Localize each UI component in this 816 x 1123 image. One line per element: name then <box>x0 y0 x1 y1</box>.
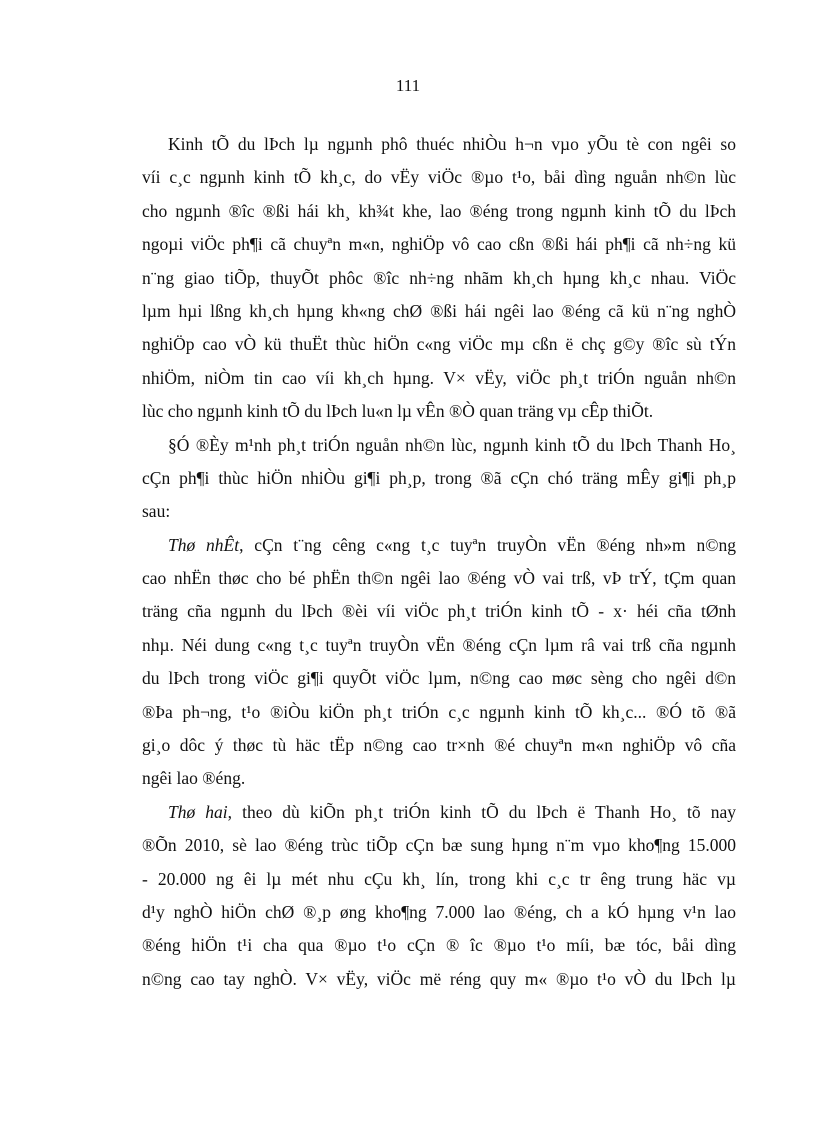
italic-lead: Thø hai <box>168 801 228 822</box>
text-line <box>168 529 736 562</box>
line-text: du lÞch trong viÖc gi¶i quyÕt viÖc lµm, n©ng cao møc sèng cho ngêi d©n <box>142 668 736 689</box>
line-text: träng cña ngµnh du lÞch ®èi víi viÖc ph¸t triÓn kinh tÕ - x· héi cña tØnh <box>142 601 736 622</box>
text-line <box>142 896 736 929</box>
text-line <box>142 696 736 729</box>
text-line <box>142 863 736 896</box>
page-number: 111 <box>395 76 421 95</box>
text-line <box>142 462 736 495</box>
line-text: - 20.000 ng êi lµ mét nhu cÇu kh¸ lín, trong khi c¸c tr êng trung häc vµ <box>142 868 736 889</box>
line-text: n©ng cao tay nghÒ. V× vËy, viÖc më réng quy m« ®µo t¹o vÒ du lÞch lµ <box>142 968 736 989</box>
body-text <box>142 128 736 996</box>
text-line <box>142 495 736 528</box>
text-line <box>142 562 736 595</box>
line-text: d¹y nghÒ hiÖn chØ ®¸p øng kho¶ng 7.000 lao ®éng, ch a kÓ hµng v¹n lao <box>142 901 736 922</box>
line-text: cho ngµnh ®îc ®ßi hái kh¸ kh¾t khe, lao ®éng trong ngµnh kinh tÕ du lÞch <box>142 200 736 221</box>
text-line <box>168 128 736 161</box>
line-text: §Ó ®Èy m¹nh ph¸t triÓn nguån nh©n lùc, ngµnh kinh tÕ du lÞch Thanh Ho¸ <box>168 434 736 455</box>
text-line <box>142 629 736 662</box>
italic-lead: Thø nhÊt <box>168 534 240 555</box>
line-text: , theo dù kiÕn ph¸t triÓn kinh tÕ du lÞch ë Thanh Ho¸ tõ nay <box>227 801 736 822</box>
line-text: ®éng hiÖn t¹i cha qua ®µo t¹o cÇn ® îc ®µo t¹o míi, bæ tóc, båi dìng <box>142 935 736 956</box>
text-line <box>142 595 736 628</box>
line-text: ngêi lao ®éng. <box>142 768 246 789</box>
line-text: víi c¸c ngµnh kinh tÕ kh¸c, do vËy viÖc ®µo t¹o, båi dìng nguån nh©n lùc <box>142 167 736 188</box>
text-line <box>142 295 736 328</box>
line-text: ®Þa ph¬ng, t¹o ®iÒu kiÖn ph¸t triÓn c¸c ngµnh kinh tÕ kh¸c... ®Ó tõ ®ã <box>142 701 736 722</box>
line-text: , cÇn t¨ng cêng c«ng t¸c tuyªn truyÒn vËn ®éng nh»m n©ng <box>239 534 736 555</box>
line-text: cÇn ph¶i thùc hiÖn nhiÒu gi¶i ph¸p, trong ®ã cÇn chó träng mÊy gi¶i ph¸p <box>142 467 736 488</box>
text-line <box>142 395 736 428</box>
text-line <box>142 328 736 361</box>
line-text: gi¸o dôc ý thøc tù häc tËp n©ng cao tr×nh ®é chuyªn m«n nghiÖp vô cña <box>142 735 736 756</box>
text-line <box>142 195 736 228</box>
text-line <box>168 796 736 829</box>
text-line <box>142 929 736 962</box>
line-text: Kinh tÕ du lÞch lµ ngµnh phô thuéc nhiÒu h¬n vµo yÕu tè con ngêi so <box>168 134 736 154</box>
text-line <box>142 161 736 194</box>
text-line <box>142 228 736 261</box>
line-text: lùc cho ngµnh kinh tÕ du lÞch lu«n lµ vÊn ®Ò quan träng vµ cÊp thiÕt. <box>142 401 654 422</box>
text-line <box>142 262 736 295</box>
text-line <box>168 429 736 462</box>
text-line <box>142 362 736 395</box>
line-text: n¨ng giao tiÕp, thuyÕt phôc ®îc nh÷ng nhãm kh¸ch hµng kh¸c nhau. ViÖc <box>142 267 736 288</box>
text-line <box>142 829 736 862</box>
line-text: nghiÖp cao vÒ kü thuËt thùc hiÖn c«ng viÖc mµ cßn ë chç g©y ®îc sù tÝn <box>142 334 736 355</box>
line-text: ngoµi viÖc ph¶i cã chuyªn m«n, nghiÖp vô cao cßn ®ßi hái ph¶i cã nh÷ng kü <box>142 234 736 255</box>
line-text: cao nhËn thøc cho bé phËn th©n ngêi lao ®éng vÒ vai trß, vÞ trÝ, tÇm quan <box>142 568 736 589</box>
text-line <box>142 963 736 996</box>
line-text: sau: <box>142 501 171 522</box>
line-text: nhµ. Néi dung c«ng t¸c tuyªn truyÒn vËn ®éng cÇn lµm râ vai trß cña ngµnh <box>142 634 736 655</box>
line-text: lµm hµi lßng kh¸ch hµng kh«ng chØ ®ßi hái ngêi lao ®éng cã kü n¨ng nghÒ <box>142 300 736 321</box>
line-text: nhiÖm, niÒm tin cao víi kh¸ch hµng. V× vËy, viÖc ph¸t triÓn nguån nh©n <box>142 367 736 388</box>
line-text: ®Õn 2010, sè lao ®éng trùc tiÕp cÇn bæ sung hµng n¨m vµo kho¶ng 15.000 <box>142 835 736 856</box>
text-line <box>142 729 736 762</box>
text-line <box>142 762 736 795</box>
text-line <box>142 662 736 695</box>
